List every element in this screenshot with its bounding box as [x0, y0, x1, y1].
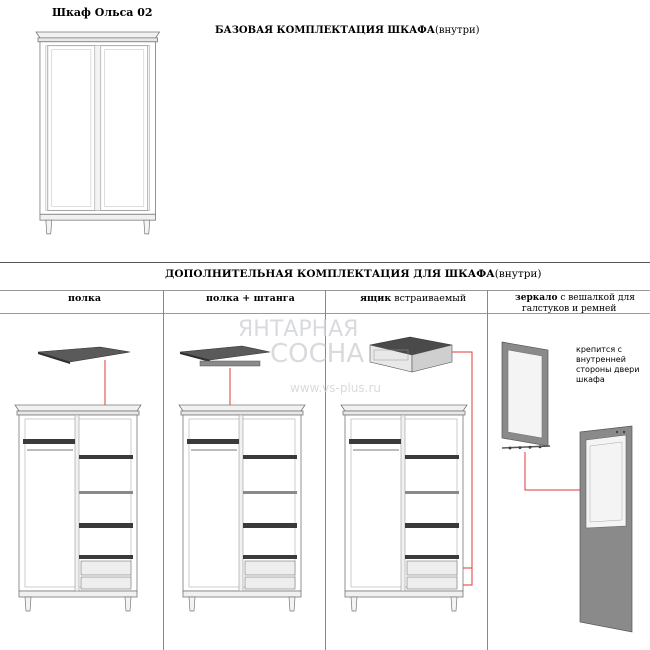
basic-heading-normal: (внутри) — [434, 25, 480, 36]
column-label-mirror: зеркало с вешалкой для — [515, 293, 635, 303]
extra-heading-normal: (внутри) — [494, 268, 542, 280]
mirror-indicator-line — [525, 452, 580, 490]
drawer-column-drawing — [341, 337, 472, 611]
door-drawing — [580, 426, 632, 632]
mirror-column-drawing — [502, 342, 632, 632]
extra-heading-bold: ДОПОЛНИТЕЛЬНАЯ КОМПЛЕКТАЦИЯ ДЛЯ ШКАФА — [165, 268, 495, 280]
shelf-rod-column-drawing — [179, 346, 305, 611]
product-title: Шкаф Ольса 02 — [52, 6, 153, 19]
mirror-mount-note: крепится с внутренней стороны двери шкафа — [576, 345, 640, 384]
column-label-shelf: полка — [68, 293, 102, 304]
watermark-line2: СОСНА — [270, 339, 365, 369]
column-label-mirror-line2: галстуков и ремней — [522, 304, 617, 314]
column-label-shelf-rod: полка + штанга — [206, 293, 295, 304]
watermark-url: www.vs-plus.ru — [290, 381, 382, 395]
watermark-line1: ЯНТАРНАЯ — [238, 317, 359, 342]
column-label-drawer: ящик встраиваемый — [360, 293, 467, 304]
watermark — [238, 317, 381, 395]
mirror-drawing — [502, 342, 550, 450]
base-wardrobe-drawing — [36, 32, 159, 234]
rod-piece — [200, 361, 260, 366]
shelf-column-drawing — [15, 347, 141, 611]
basic-heading-bold: БАЗОВАЯ КОМПЛЕКТАЦИЯ ШКАФА — [215, 25, 435, 36]
